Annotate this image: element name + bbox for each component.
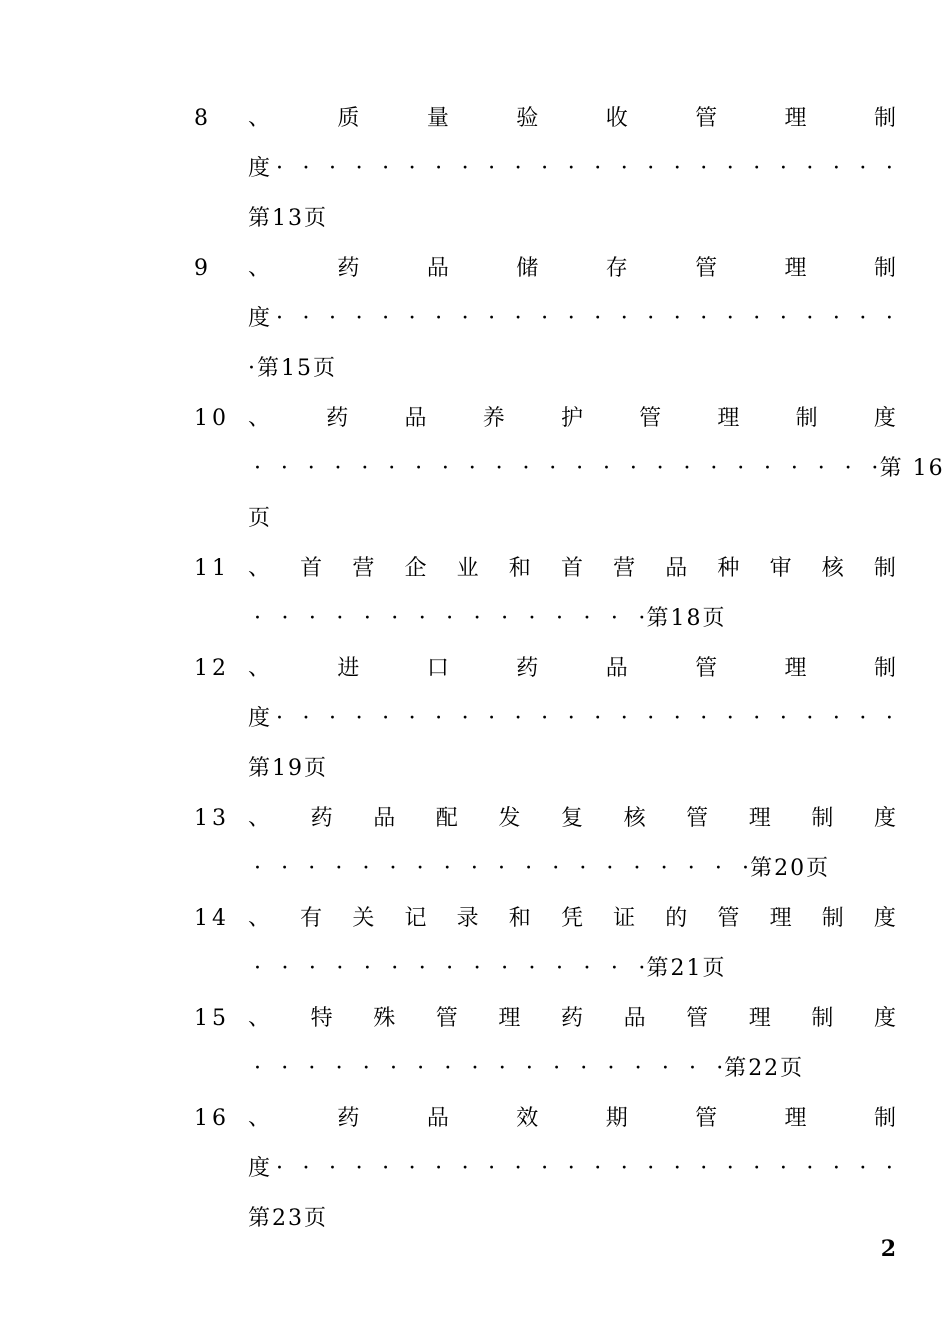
- toc-title-char: 营: [613, 556, 636, 581]
- toc-page-ref: 第21页: [646, 956, 727, 981]
- toc-title-char: 效: [516, 1106, 539, 1131]
- toc-title-char: 殊: [373, 1006, 396, 1031]
- toc-title-char: 配: [435, 806, 458, 831]
- toc-title-char: 、: [248, 1106, 271, 1131]
- toc-entry-leader-line: [248, 444, 945, 494]
- toc-title-char: 药: [516, 656, 539, 681]
- toc-title-char: 有: [300, 906, 323, 931]
- toc-entry-leader-line: [248, 294, 896, 344]
- toc-title-char: 、: [248, 406, 271, 431]
- toc-entry-title: [248, 244, 896, 294]
- toc-entry-number: 16: [194, 1106, 230, 1131]
- toc-title-char: 首: [560, 556, 583, 581]
- toc-title-char: 量: [426, 106, 449, 131]
- toc-entry-leader-line: [248, 1144, 896, 1194]
- toc-page-ref: 第13页: [248, 206, 328, 231]
- toc-title-char: 、: [248, 556, 271, 581]
- toc-title-char: 关: [352, 906, 375, 931]
- toc-title-char: 理: [784, 656, 807, 681]
- toc-title-char: 期: [605, 1106, 628, 1131]
- toc-title-continuation: 度: [248, 706, 271, 731]
- toc-title-char: 度: [873, 906, 896, 931]
- toc-entry-title: [248, 1094, 896, 1144]
- toc-title-char: 制: [873, 256, 896, 281]
- dot-leader: · · · · · · · · · · · · · · · · · · ·: [254, 856, 749, 881]
- toc-title-char: 品: [623, 1006, 646, 1031]
- toc-title-char: 品: [426, 256, 449, 281]
- toc-title-char: 制: [795, 406, 818, 431]
- toc-title-char: 复: [560, 806, 583, 831]
- toc-title-char: 业: [456, 556, 479, 581]
- dot-leader: · · · · · · · · · · · · · · · · · · · · · · · ·: [276, 706, 893, 731]
- toc-title-char: 种: [717, 556, 740, 581]
- toc-title-char: 制: [873, 656, 896, 681]
- toc-title-char: 理: [748, 806, 771, 831]
- toc-title-char: 品: [426, 1106, 449, 1131]
- toc-title-char: 、: [248, 106, 271, 131]
- toc-entry-number: 12: [194, 656, 230, 681]
- toc-page-ref: 第 16: [879, 456, 945, 481]
- toc-title-char: 度: [873, 1006, 896, 1031]
- toc-entry-leader-line: [248, 1044, 896, 1094]
- toc-title-char: 和: [508, 556, 531, 581]
- page-number: 2: [880, 1236, 896, 1262]
- toc-title-char: 管: [686, 1006, 709, 1031]
- toc-entry-leader-line: [248, 844, 896, 894]
- toc-title-char: 首: [300, 556, 323, 581]
- toc-title-char: 制: [873, 556, 896, 581]
- toc-title-char: 品: [665, 556, 688, 581]
- toc-title-char: 特: [310, 1006, 333, 1031]
- toc-title-char: 企: [404, 556, 427, 581]
- toc-title-char: 理: [498, 1006, 521, 1031]
- toc-title-char: 管: [639, 406, 662, 431]
- toc-entry-title: [248, 994, 896, 1044]
- toc-title-char: 养: [482, 406, 505, 431]
- toc-page-ref: 第20页: [750, 856, 831, 881]
- toc-page-ref: 第23页: [248, 1206, 328, 1231]
- toc-entry-title: [248, 544, 896, 594]
- toc-entry-number: 15: [194, 1006, 230, 1031]
- toc-title-char: 审: [769, 556, 792, 581]
- toc-entry-title: [248, 894, 896, 944]
- toc-title-char: 管: [695, 1106, 718, 1131]
- toc-title-char: 药: [337, 1106, 360, 1131]
- toc-entry-leader-line: [248, 144, 896, 194]
- toc-title-char: 理: [784, 106, 807, 131]
- toc-title-char: 理: [748, 1006, 771, 1031]
- toc-entry-leader-line: [248, 694, 896, 744]
- toc-title-char: 质: [337, 106, 360, 131]
- toc-page-ref: ·第15页: [248, 356, 337, 381]
- toc-title-char: 、: [248, 1006, 271, 1031]
- toc-title-char: 进: [337, 656, 360, 681]
- toc-entry-number: 13: [194, 806, 230, 831]
- toc-title-continuation: 度: [248, 1156, 271, 1181]
- toc-title-char: 药: [326, 406, 349, 431]
- toc-title-char: 理: [784, 256, 807, 281]
- toc-title-char: 护: [560, 406, 583, 431]
- toc-title-char: 验: [516, 106, 539, 131]
- toc-entry-number: 14: [194, 906, 230, 931]
- toc-title-char: 核: [623, 806, 646, 831]
- toc-title-char: 管: [717, 906, 740, 931]
- toc-page-ref: 页: [248, 506, 273, 531]
- toc-title-char: 管: [695, 656, 718, 681]
- toc-title-char: 制: [811, 1006, 834, 1031]
- toc-page-ref: 第19页: [248, 756, 328, 781]
- toc-title-char: 营: [352, 556, 375, 581]
- toc-title-char: 、: [248, 256, 271, 281]
- toc-title-char: 、: [248, 806, 271, 831]
- dot-leader: · · · · · · · · · · · · · · · · · · · · · · · ·: [254, 456, 879, 481]
- toc-entry-leader-line: [248, 594, 896, 644]
- toc-title-char: 药: [560, 1006, 583, 1031]
- toc-title-char: 口: [426, 656, 449, 681]
- toc-page-ref: 第18页: [646, 606, 727, 631]
- dot-leader: · · · · · · · · · · · · · · · · · · · · · · · ·: [276, 306, 893, 331]
- toc-title-char: 存: [605, 256, 628, 281]
- toc-entry-number: 10: [194, 406, 230, 431]
- toc-entry-number: 11: [194, 556, 230, 581]
- toc-title-char: 的: [665, 906, 688, 931]
- toc-entry-title: [248, 644, 896, 694]
- toc-title-continuation: 度: [248, 306, 271, 331]
- toc-title-char: 制: [873, 106, 896, 131]
- toc-title-char: 理: [717, 406, 740, 431]
- toc-title-char: 和: [508, 906, 531, 931]
- toc-title-char: 度: [873, 806, 896, 831]
- dot-leader: · · · · · · · · · · · · · · ·: [254, 956, 646, 981]
- toc-title-char: 制: [811, 806, 834, 831]
- toc-title-char: 理: [769, 906, 792, 931]
- toc-title-char: 理: [784, 1106, 807, 1131]
- dot-leader: · · · · · · · · · · · · · · · · · ·: [254, 1056, 724, 1081]
- toc-title-char: 收: [605, 106, 628, 131]
- toc-title-char: 品: [404, 406, 427, 431]
- toc-page-ref: 第22页: [724, 1056, 805, 1081]
- toc-title-char: 药: [337, 256, 360, 281]
- toc-title-char: 药: [310, 806, 333, 831]
- dot-leader: · · · · · · · · · · · · · · ·: [254, 606, 646, 631]
- toc-title-char: 记: [404, 906, 427, 931]
- toc-title-char: 品: [605, 656, 628, 681]
- toc-title-char: 品: [373, 806, 396, 831]
- toc-title-char: 证: [613, 906, 636, 931]
- toc-title-char: 储: [516, 256, 539, 281]
- toc-entry-number: 8: [194, 106, 212, 131]
- toc-title-char: 核: [821, 556, 844, 581]
- toc-entry-title: [248, 394, 896, 444]
- toc-title-char: 度: [873, 406, 896, 431]
- toc-entry-leader-line: [248, 944, 896, 994]
- toc-entry-number: 9: [194, 256, 212, 281]
- toc-title-char: 管: [686, 806, 709, 831]
- toc-title-continuation: 度: [248, 156, 271, 181]
- toc-title-char: 、: [248, 906, 271, 931]
- toc-title-char: 录: [456, 906, 479, 931]
- toc-entry-title: [248, 794, 896, 844]
- toc-title-char: 发: [498, 806, 521, 831]
- dot-leader: · · · · · · · · · · · · · · · · · · · · · · · ·: [276, 1156, 893, 1181]
- toc-title-char: 制: [821, 906, 844, 931]
- toc-title-char: 制: [873, 1106, 896, 1131]
- toc-title-char: 、: [248, 656, 271, 681]
- toc-title-char: 管: [695, 256, 718, 281]
- toc-entry-title: [248, 94, 896, 144]
- toc-title-char: 凭: [560, 906, 583, 931]
- toc-title-char: 管: [695, 106, 718, 131]
- toc-title-char: 管: [435, 1006, 458, 1031]
- dot-leader: · · · · · · · · · · · · · · · · · · · · · · · ·: [276, 156, 893, 181]
